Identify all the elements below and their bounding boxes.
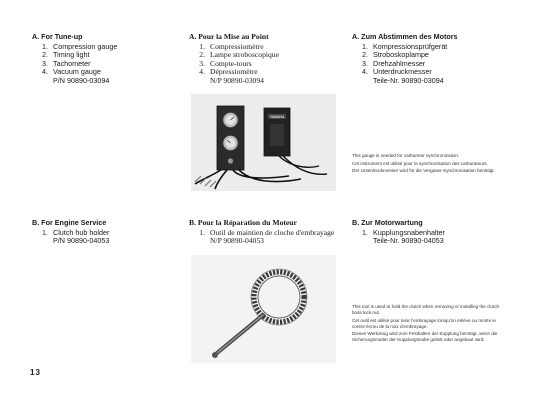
- list-item: 2. Timing light: [42, 50, 90, 60]
- part-number: P/N 90890-03094: [53, 75, 110, 85]
- yamaha-logo: [270, 115, 285, 119]
- list-item: 3. Drehzahlmesser: [362, 58, 426, 68]
- list-item: 3. Tachometer: [42, 58, 91, 68]
- part-number: Teile-Nr. 90890-04053: [373, 236, 444, 246]
- tuneup-tools-photo: [191, 94, 336, 191]
- tuneup-en-block: [32, 33, 117, 86]
- list-item: 1. Clutch hub holder: [42, 227, 110, 237]
- list-item: 3. Compte-tours: [199, 58, 252, 68]
- tuneup-notes: [352, 153, 502, 176]
- list-item: 1. Compression gauge: [42, 41, 118, 51]
- svg-text:YAMAHA: YAMAHA: [269, 115, 285, 119]
- clutch-holder-illustration: [191, 255, 336, 363]
- list-item: 4. Dépressiomètre: [199, 67, 258, 77]
- engine-fr-heading: B. Pour la Réparation du Moteur: [189, 218, 297, 227]
- tuneup-fr-heading: A. Pour la Mise au Point: [189, 32, 269, 41]
- tuneup-de-heading: A. Zum Abstimmen des Motors: [352, 32, 458, 41]
- note-en: This tool is used to hold the clutch when removing or installing the clutch boss lock nut.: [352, 304, 500, 315]
- note-en: This gauge is needed for carburetor synchronization.: [352, 153, 460, 158]
- list-item: 1. Kompressionsprüfgerät: [362, 41, 448, 51]
- engine-de-block: [352, 219, 445, 246]
- clutch-holder-photo: [191, 255, 336, 363]
- part-number: P/N 90890-04053: [53, 236, 110, 246]
- page-number: 13: [30, 368, 41, 377]
- tuneup-tools-illustration: [191, 94, 336, 191]
- list-item: 1. Outil de maintien de cloche d'embrayage: [199, 227, 335, 237]
- note-fr: Cet outil est utilisé pour tenir l'embrayage lorsqu'on enlève ou monte le contre-écrou de la noix d'embrayage.: [352, 317, 496, 329]
- note-de: Dieses Werkzeug wird zum Festhalten der Kupplung benötigt, wenn die Sicherungsmutter der Kupplungsnabe gelöst oder angebaut wird.: [352, 331, 498, 342]
- list-item: 1. Compressiomètre: [199, 41, 264, 51]
- note-fr: Cet instrument est utilisé pour la synchronisation des carburateurs.: [352, 160, 488, 166]
- part-number: N/P 90890-03094: [210, 75, 264, 85]
- list-item: 4. Vacuum gauge: [42, 67, 101, 77]
- engine-fr-block: [189, 219, 334, 246]
- tuneup-fr-block: [189, 33, 279, 86]
- part-number: N/P 90890-04053: [210, 236, 264, 246]
- tuneup-de-block: [352, 33, 458, 86]
- engine-notes: [352, 304, 502, 345]
- part-number: Teile-Nr. 90890-03094: [373, 75, 444, 85]
- engine-de-heading: B. Zur Motorwartung: [352, 218, 423, 227]
- note-de: Der Unterdruckmesser wird für die Vergaser-Synchronisation benötigt.: [352, 168, 495, 173]
- list-item: 2. Lampe stroboscopique: [199, 50, 279, 60]
- engine-en-heading: B. For Engine Service: [32, 218, 107, 227]
- list-item: 1. Kupplungsnabenhalter: [362, 227, 445, 237]
- engine-en-block: [32, 219, 109, 246]
- list-item: 4. Unterdruckmesser: [362, 67, 432, 77]
- tuneup-en-heading: A. For Tune-up: [32, 32, 83, 41]
- list-item: 2. Stroboskoplampe: [362, 50, 429, 60]
